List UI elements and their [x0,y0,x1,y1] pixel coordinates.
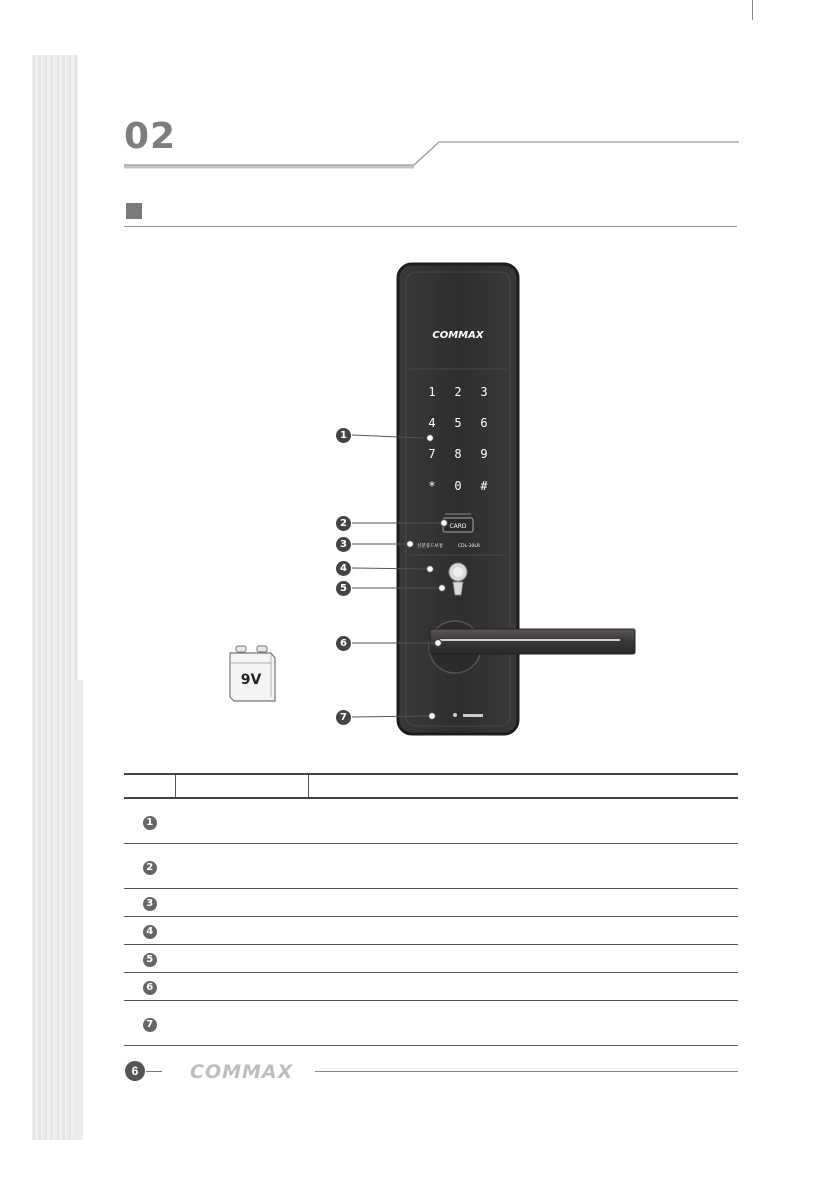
chapter-header-rule [124,140,739,170]
battery-9v-icon [227,645,277,703]
row-number: 2 [143,861,157,875]
row-name [176,944,309,972]
row-number: 6 [143,981,157,995]
battery-label: 9V [240,672,262,688]
keypad-key-7: 7 [428,447,436,461]
chapter-number: 02 [124,116,177,157]
header-name [176,774,309,798]
keypad-key-4: 4 [428,416,436,430]
callout-7: 7 [336,710,351,725]
keypad-key-6: 6 [480,416,488,430]
keypad-key-3: 3 [480,385,488,399]
header-description [309,774,739,798]
row-number: 3 [143,897,157,911]
table-row [124,843,738,888]
row-number: 5 [143,953,157,967]
callout-3: 3 [336,537,351,552]
row-description [309,972,739,1000]
header-no [124,774,176,798]
section-marker [126,203,142,219]
row-description [309,944,739,972]
row-description [309,888,739,916]
table-row [124,972,738,1000]
section-rule [124,226,737,227]
table-row [124,916,738,944]
row-description [309,1000,739,1045]
row-number: 4 [143,925,157,939]
footer-dash [146,1071,162,1072]
keypad-key-2: 2 [454,385,462,399]
keypad-key-0: 0 [454,479,462,493]
table-row [124,888,738,916]
callout-4: 4 [336,561,351,576]
table-row [124,1000,738,1045]
row-name [176,798,309,843]
row-description [309,798,739,843]
card-reader-label: CARD [449,523,467,530]
callout-5: 5 [336,581,351,596]
table-row [124,798,738,843]
row-name [176,1000,309,1045]
device-brand: COMMAX [432,330,484,341]
callout-1: 1 [336,428,351,443]
row-number: 7 [143,1018,157,1032]
row-description [309,843,739,888]
callout-leaders [340,420,450,730]
left-edge-strip [32,55,78,1140]
row-name [176,972,309,1000]
row-description [309,916,739,944]
left-edge-notch [75,680,83,1140]
row-name [176,843,309,888]
keypad-key-hash: # [480,479,488,493]
table-row [124,944,738,972]
table-header-row [124,774,738,798]
row-number: 1 [143,816,157,830]
callout-2: 2 [336,516,351,531]
keypad-key-star: * [428,479,436,493]
indicator-label: 신분증드보통 [417,544,444,549]
keypad-key-5: 5 [454,416,462,430]
row-name [176,916,309,944]
footer-rule [315,1071,738,1072]
parts-table [124,773,738,1046]
keypad-key-8: 8 [454,447,462,461]
callout-6: 6 [336,636,351,651]
keypad-key-1: 1 [428,385,436,399]
footer-brand-logo: COMMAX [190,1061,294,1083]
row-name [176,888,309,916]
page-number: 6 [125,1061,145,1081]
model-label: CDL-30LR [458,544,481,549]
crop-mark [752,0,753,20]
keypad-key-9: 9 [480,447,488,461]
